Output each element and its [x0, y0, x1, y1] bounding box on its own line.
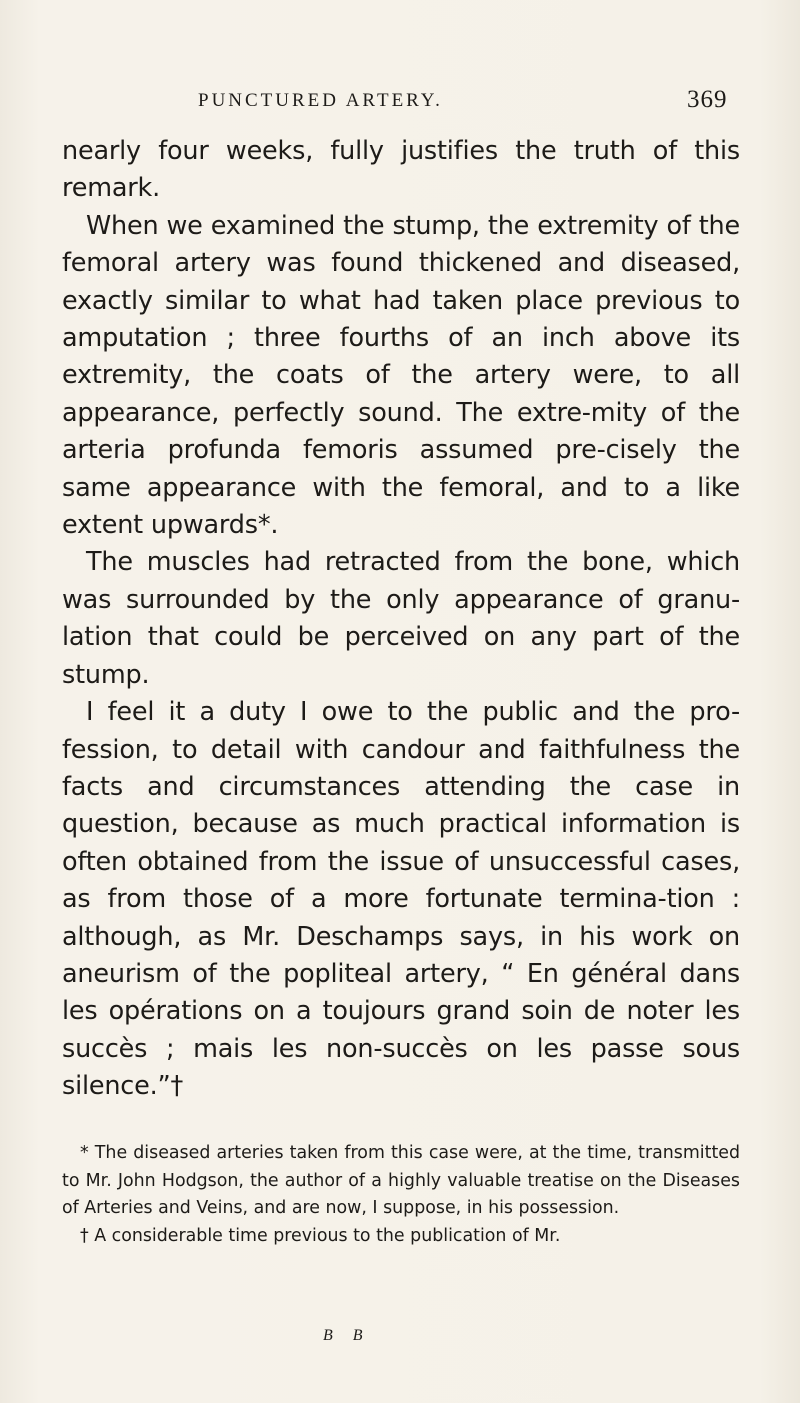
body-text: [62, 133, 740, 1106]
footnote-dagger: † A considerable time previous to the publication of Mr.: [80, 1225, 561, 1246]
paragraph-continuation: nearly four weeks, fully justifies the truth of this remark.: [62, 136, 740, 204]
running-title: PUNCTURED ARTERY.: [198, 90, 443, 111]
paragraph-stump-examination: When we examined the stump, the extremity of the femoral artery was found thickened and diseased, exactly similar to what had taken place previous to amputation ; three fourths of an inch above its extremity, the coats of the artery were, to all appearance, perfectly sound. The extre-mity of the arteria profunda femoris assumed pre-cisely the same appearance with the femoral, and to a like extent upwards*.: [62, 210, 740, 541]
paragraph-duty: I feel it a duty I owe to the public and the pro-fession, to detail with candour and faithfulness the facts and circumstances attending the case in question, because as much practical information is often obtained from the issue of unsuccessful cases, as from those of a more fortunate termina-tion : although, as Mr. Deschamps says, in his work on aneurism of the popliteal artery, “ En général dans les opérations on a toujours grand soin de noter les succès ; mais les non-succès on les passe sous silence.”†: [62, 697, 740, 1102]
paragraph-muscles: The muscles had retracted from the bone, which was surrounded by the only appearance of granu-lation that could be perceived on any part of the stump.: [62, 547, 740, 690]
footnote-asterisk: * The diseased arteries taken from this case were, at the time, transmitted to Mr. John Hodgson, the author of a highly valuable treatise on the Diseases of Arteries and Veins, and are now, I suppose, in his possession.: [62, 1143, 740, 1219]
page-number: 369: [687, 86, 728, 113]
footnotes: [62, 1140, 740, 1250]
signature-mark-text: B B: [323, 1327, 371, 1344]
running-head: [0, 86, 800, 116]
